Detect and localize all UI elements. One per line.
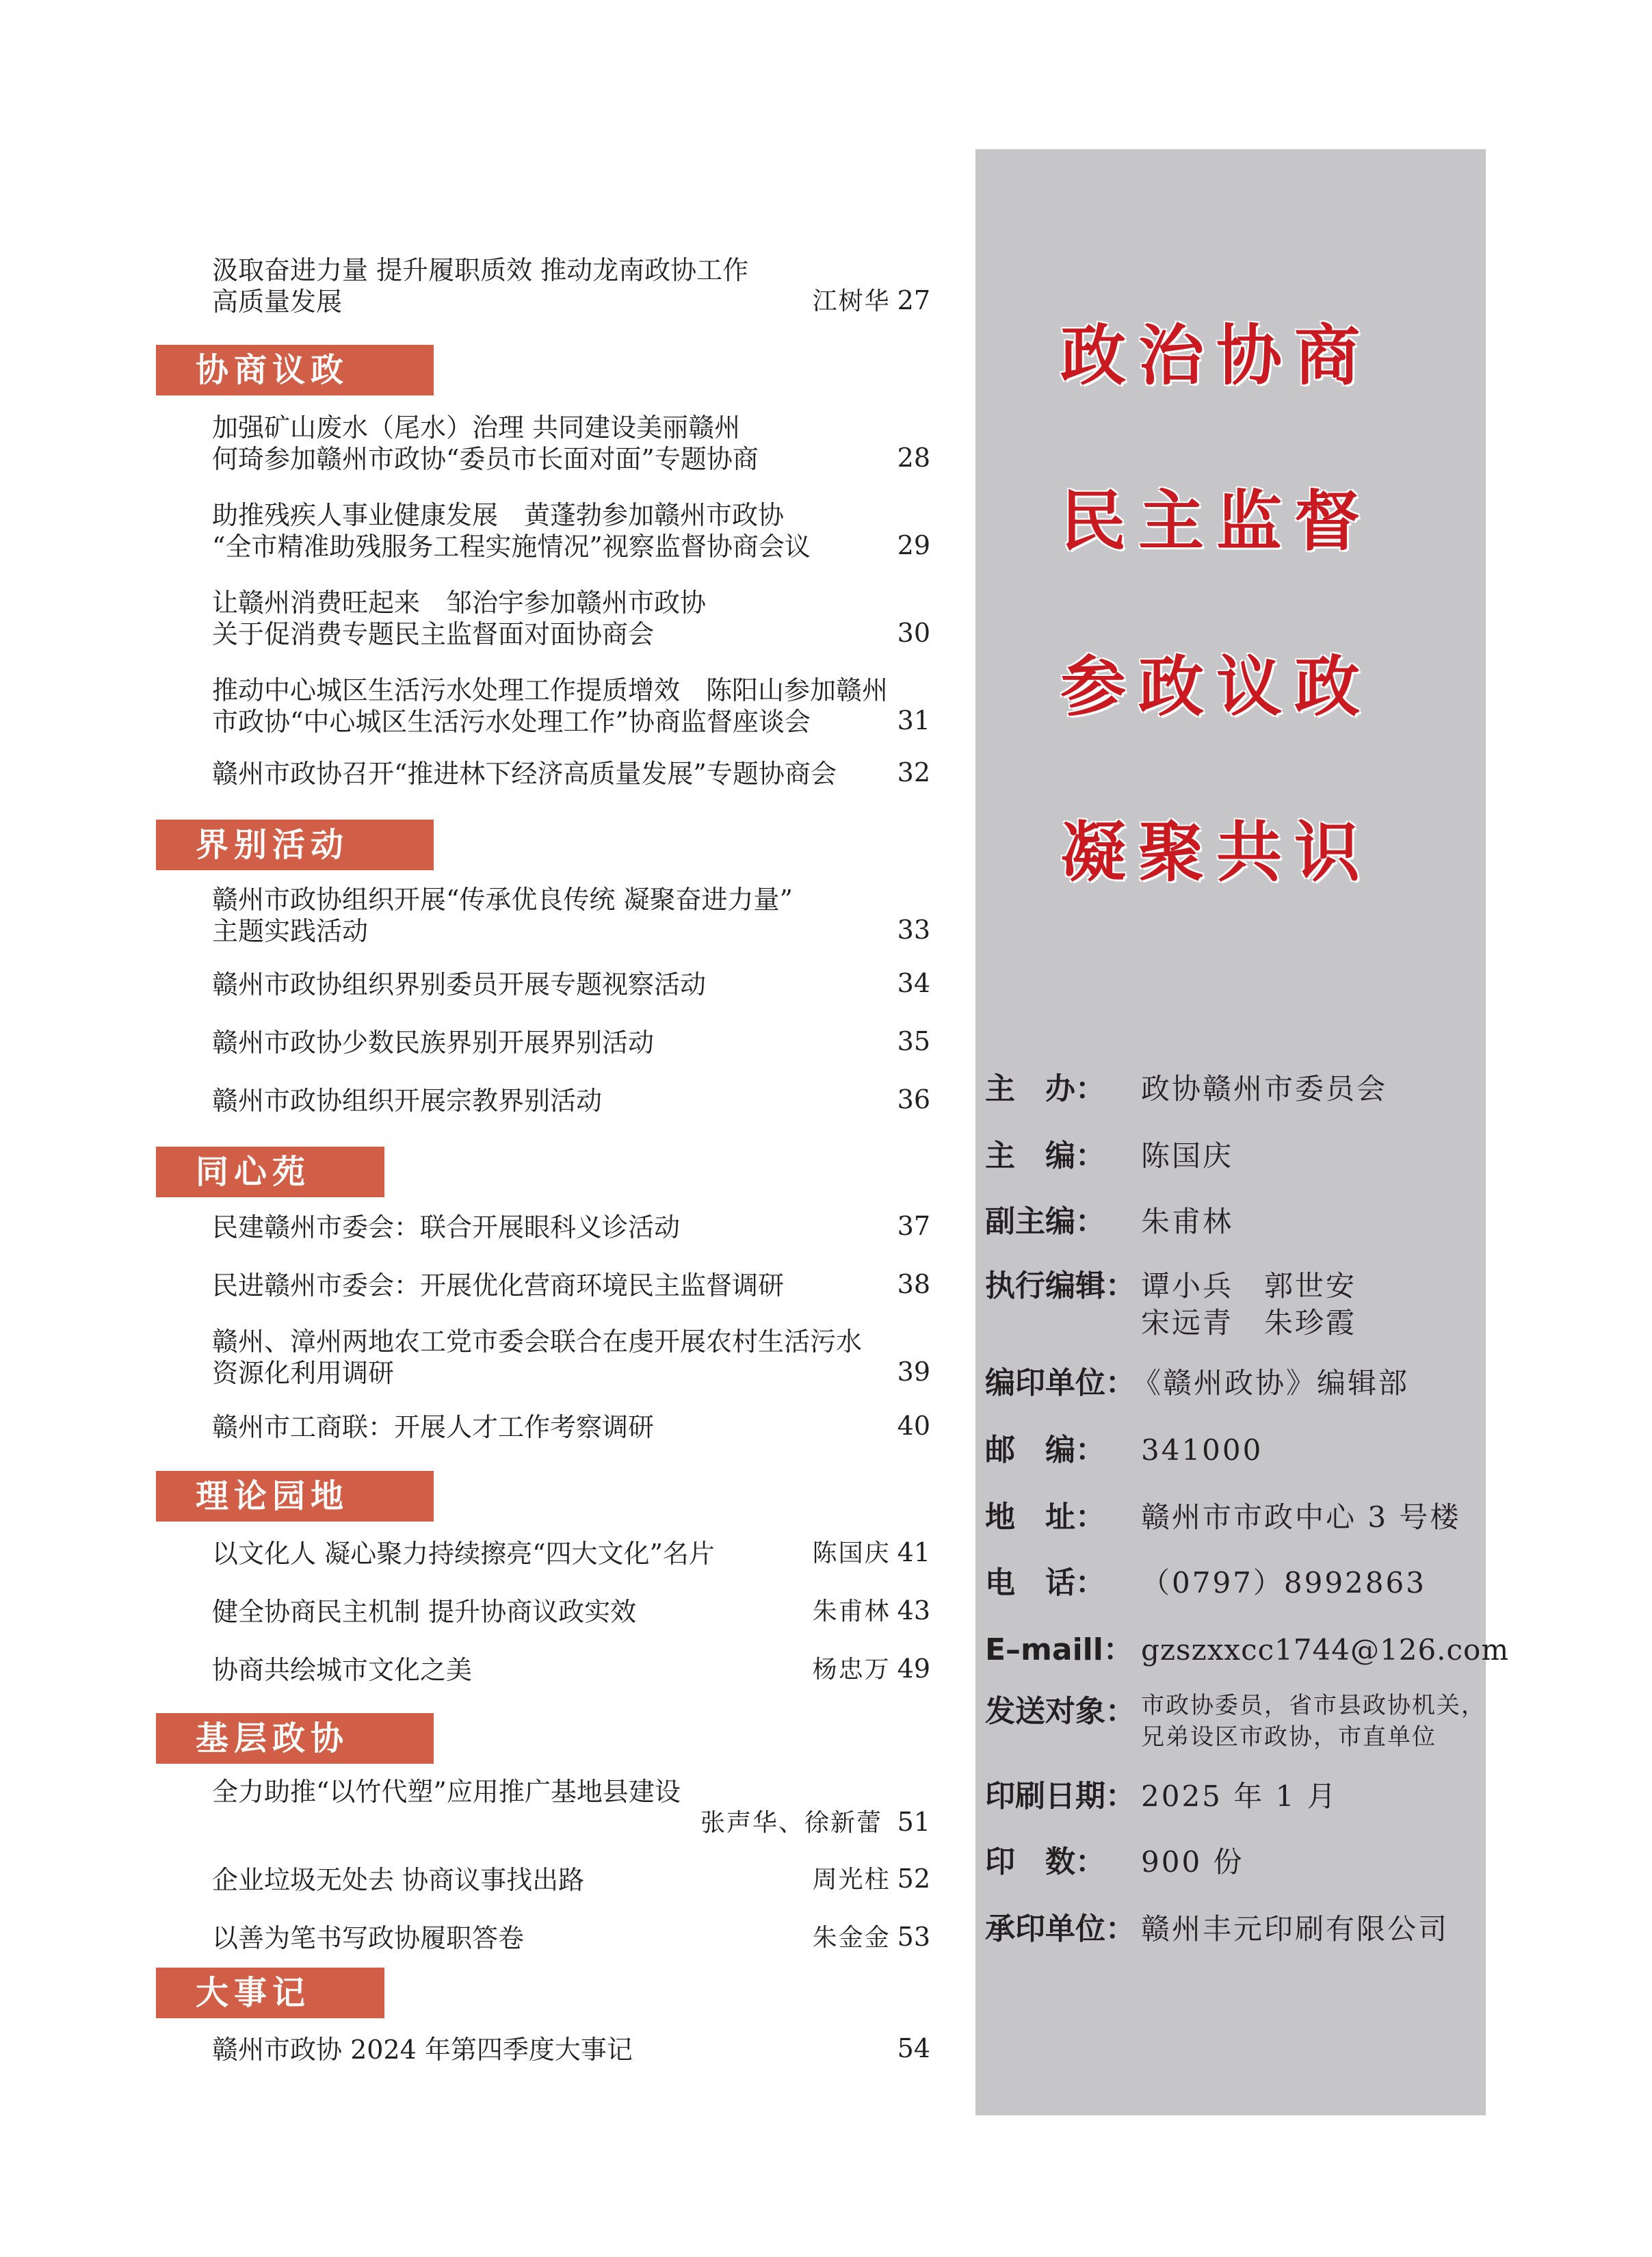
toc-entry-page: 52 <box>897 1864 930 1894</box>
toc-entry-title: 全力助推“以竹代塑”应用推广基地县建设 <box>212 1777 681 1807</box>
toc-entry-title: 以善为笔书写政协履职答卷 <box>212 1923 525 1953</box>
toc-entry-meta <box>897 1026 930 1058</box>
toc-entry-meta <box>813 1653 930 1686</box>
toc-entry-author: 陈国庆 <box>812 1539 891 1567</box>
toc-entry-page: 40 <box>897 1411 930 1441</box>
slogan-2: 民主监督 <box>1060 483 1372 560</box>
toc-entry-page: 32 <box>897 757 930 787</box>
section-header-dashiji: 大事记 <box>156 1968 384 2018</box>
toc-entry-meta <box>813 1595 930 1628</box>
toc-entry-title: 赣州、漳州两地农工党市委会联合在虔开展农村生活污水 <box>212 1327 863 1357</box>
toc-entry-meta <box>897 442 930 475</box>
masthead-value-publisher: 《赣州政协》编辑部 <box>1132 1366 1410 1400</box>
toc-entry-title: 加强矿山废水（尾水）治理 共同建设美丽赣州 <box>212 413 741 443</box>
toc-entry[interactable] <box>212 969 930 1000</box>
toc-entry-title: 健全协商民主机制 提升协商议政实效 <box>212 1597 637 1627</box>
toc-entry-title: 赣州市政协 2024 年第四季度大事记 <box>212 2035 633 2065</box>
section-header-lilun: 理论园地 <box>156 1471 434 1522</box>
toc-entry-page: 33 <box>897 915 930 945</box>
masthead-value-postcode: 341000 <box>1141 1433 1263 1467</box>
toc-entry-meta <box>897 705 930 738</box>
toc-entry-author: 朱金金 <box>812 1924 891 1952</box>
toc-entry-title: 赣州市工商联：开展人才工作考察调研 <box>212 1412 655 1442</box>
toc-entry[interactable] <box>212 1270 930 1301</box>
toc-entry-meta <box>897 1084 930 1117</box>
slogan-4: 凝聚共识 <box>1060 814 1372 891</box>
slogan-3: 参政议政 <box>1060 649 1372 725</box>
toc-entry-author: 朱甫林 <box>812 1597 891 1626</box>
toc-entry[interactable] <box>212 1212 930 1243</box>
masthead-label-recipients: 发送对象： <box>985 1694 1136 1729</box>
toc-entry-meta <box>897 967 930 1000</box>
toc-entry-meta <box>813 285 930 317</box>
toc-entry-title: 以文化人 凝心聚力持续擦亮“四大文化”名片 <box>212 1539 715 1569</box>
toc-entry[interactable] <box>212 255 930 317</box>
toc-entry-title: 赣州市政协组织开展“传承优良传统 凝聚奋进力量” <box>212 885 793 915</box>
toc-entry-page: 36 <box>897 1084 930 1114</box>
toc-entry-title: 协商共绘城市文化之美 <box>212 1655 473 1685</box>
toc-entry-title: 主题实践活动 <box>212 916 369 946</box>
toc-entry[interactable] <box>212 1922 930 1954</box>
toc-entry[interactable] <box>212 1027 930 1058</box>
toc-entry-page: 53 <box>897 1922 930 1952</box>
toc-entry-meta <box>897 617 930 650</box>
toc-entry[interactable] <box>212 675 930 738</box>
masthead-label-executive-editors: 执行编辑： <box>985 1268 1136 1303</box>
masthead-label-print-run: 印 数： <box>985 1844 1105 1879</box>
toc-entry-meta <box>897 2033 930 2065</box>
toc-entry-meta <box>897 1210 930 1243</box>
toc-entry-title: 关于促消费专题民主监督面对面协商会 <box>212 619 655 649</box>
toc-entry[interactable] <box>212 1596 930 1628</box>
toc-entry-meta <box>897 1806 930 1839</box>
slogan-1: 政治协商 <box>1060 317 1372 394</box>
toc-entry-meta <box>897 1268 930 1301</box>
toc-entry[interactable] <box>212 1864 930 1896</box>
toc-entry-page: 31 <box>897 705 930 735</box>
toc-entry-meta <box>813 1921 930 1954</box>
masthead-label-printer: 承印单位： <box>985 1912 1136 1946</box>
toc-entry[interactable] <box>212 2034 930 2065</box>
toc-entry[interactable] <box>212 884 930 947</box>
toc-entry-page: 29 <box>897 530 930 560</box>
toc-entry-meta <box>813 1863 930 1896</box>
toc-entry-title: 赣州市政协组织界别委员开展专题视察活动 <box>212 969 707 1000</box>
toc-entry[interactable] <box>212 1326 930 1389</box>
toc-entry[interactable] <box>212 1776 930 1839</box>
toc-entry-meta <box>897 1410 930 1443</box>
toc-entry-meta <box>897 914 930 947</box>
masthead-value-executive-editors: 宋远青 朱珍霞 <box>1141 1306 1357 1340</box>
masthead-label-editor: 主 编： <box>985 1138 1105 1173</box>
masthead-value-print-date: 2025 年 1 月 <box>1141 1779 1338 1813</box>
masthead-label-publisher: 编印单位： <box>985 1366 1136 1400</box>
toc-entry-title: 赣州市政协组织开展宗教界别活动 <box>212 1086 603 1116</box>
masthead-value-address: 赣州市市政中心 3 号楼 <box>1141 1500 1461 1534</box>
toc-entry-author: 江树华 <box>812 287 891 315</box>
toc-entry-page: 37 <box>897 1211 930 1241</box>
toc-entry-page: 41 <box>897 1537 930 1567</box>
toc-entry-page: 35 <box>897 1026 930 1056</box>
toc-entry-meta <box>897 1356 930 1389</box>
masthead-value-phone: （0797）8992863 <box>1141 1566 1426 1600</box>
toc-entry-page: 51 <box>897 1807 930 1837</box>
masthead-value-printer: 赣州丰元印刷有限公司 <box>1141 1912 1450 1946</box>
toc-entry[interactable] <box>212 758 930 790</box>
masthead-label-print-date: 印刷日期： <box>985 1779 1136 1814</box>
toc-entry[interactable] <box>212 1654 930 1686</box>
toc-entry-title: 赣州市政协召开“推进林下经济高质量发展”专题协商会 <box>212 759 837 789</box>
toc-entry-title: 推动中心城区生活污水处理工作提质增效 陈阳山参加赣州 <box>212 675 889 705</box>
toc-entry-page: 39 <box>897 1357 930 1387</box>
toc-entry-meta <box>897 530 930 562</box>
toc-entry-title: 民进赣州市委会：开展优化营商环境民主监督调研 <box>212 1270 785 1301</box>
toc-entry-meta <box>897 757 930 790</box>
toc-entry[interactable] <box>212 587 930 650</box>
toc-entry-title: 民建赣州市委会：联合开展眼科义诊活动 <box>212 1212 681 1242</box>
masthead-value-editor: 陈国庆 <box>1141 1139 1234 1173</box>
masthead-value-email[interactable]: gzszxxcc1744@126.com <box>1141 1633 1510 1667</box>
masthead-value-recipients: 市政协委员，省市县政协机关， <box>1141 1692 1486 1719</box>
toc-entry[interactable] <box>212 1538 930 1569</box>
toc-entry-title: 市政协“中心城区生活污水处理工作”协商监督座谈会 <box>212 707 811 737</box>
toc-entry-author: 张声华、徐新蕾 <box>700 1809 882 1837</box>
masthead-label-email: E–maill： <box>985 1632 1133 1667</box>
toc-entry-title: 资源化利用调研 <box>212 1358 395 1388</box>
toc-entry[interactable] <box>212 412 930 475</box>
masthead-value-print-run: 900 份 <box>1141 1845 1244 1879</box>
toc-entry[interactable] <box>212 1411 930 1443</box>
section-header-jiceng: 基层政协 <box>156 1713 434 1764</box>
section-header-tongxin: 同心苑 <box>156 1147 384 1197</box>
toc-entry-title: 汲取奋进力量 提升履职质效 推动龙南政协工作 <box>212 255 749 285</box>
toc-entry[interactable] <box>212 1085 930 1117</box>
toc-entry-title: 何琦参加赣州市政协“委员市长面对面”专题协商 <box>212 444 759 474</box>
toc-entry-page: 54 <box>897 2033 930 2063</box>
toc-entry-page: 28 <box>897 443 930 473</box>
toc-entry-author: 周光柱 <box>812 1866 891 1894</box>
toc-entry-page: 43 <box>897 1595 930 1626</box>
toc-entry-title: 高质量发展 <box>212 287 343 317</box>
toc-entry[interactable] <box>212 499 930 562</box>
masthead-label-address: 地 址： <box>985 1500 1105 1535</box>
masthead-label-postcode: 邮 编： <box>985 1433 1105 1467</box>
toc-entry-page: 27 <box>897 285 930 315</box>
masthead-value-executive-editors: 谭小兵 郭世安 <box>1141 1269 1357 1303</box>
section-header-jiebie: 界别活动 <box>156 820 434 870</box>
toc-entry-author: 杨忠万 <box>812 1656 891 1684</box>
masthead-label-sponsor: 主 办： <box>985 1071 1105 1106</box>
masthead-value-recipients: 兄弟设区市政协，市直单位 <box>1141 1723 1437 1751</box>
section-header-xieshang: 协商议政 <box>156 345 434 395</box>
toc-entry-title: 企业垃圾无处去 协商议事找出路 <box>212 1865 585 1895</box>
toc-entry-title: “全市精准助残服务工程实施情况”视察监督协商会议 <box>212 532 811 562</box>
masthead-value-sponsor: 政协赣州市委员会 <box>1141 1072 1388 1106</box>
masthead-label-deputy-editor: 副主编： <box>985 1204 1105 1239</box>
toc-entry-title: 助推残疾人事业健康发展 黄蓬勃参加赣州市政协 <box>212 500 785 530</box>
masthead-value-deputy-editor: 朱甫林 <box>1141 1205 1234 1238</box>
toc-entry-title: 赣州市政协少数民族界别开展界别活动 <box>212 1028 655 1058</box>
toc-entry-meta <box>813 1537 930 1569</box>
masthead-panel <box>975 149 1486 2115</box>
toc-entry-page: 34 <box>897 968 930 998</box>
masthead-label-phone: 电 话： <box>985 1565 1105 1600</box>
toc-entry-page: 30 <box>897 618 930 648</box>
toc-entry-title: 让赣州消费旺起来 邹治宇参加赣州市政协 <box>212 588 707 618</box>
toc-entry-page: 49 <box>897 1654 930 1684</box>
toc-entry-page: 38 <box>897 1269 930 1299</box>
